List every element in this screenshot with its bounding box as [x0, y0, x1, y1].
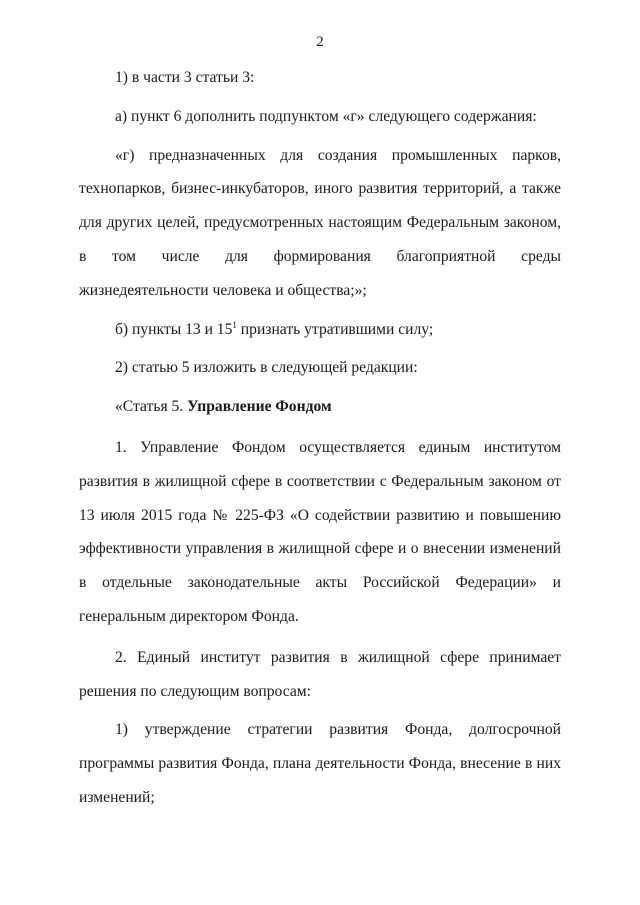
paragraph-strategy-approval: 1) утверждение стратегии развития Фонда, долгосрочной программы развития Фонда, плана деятельности Фонда, внесение в них изменений; [79, 721, 561, 806]
article5-label: «Статья 5. [115, 398, 188, 416]
paragraph-item6-amendment: а) пункт 6 дополнить подпунктом «г» следующего содержания: [115, 107, 537, 125]
paragraph-fund-management: 1. Управление Фондом осуществляется единым институтом развития в жилищной сфере в соответствии с Федеральным законом от 13 июля 2015 года № 225-ФЗ «О содействии развитию и повышению эффективности управления в жилищной сфере и о внесении изменений в отдельные законодательные акты Российской Федерации» и генеральным директором Фонда. [79, 438, 561, 625]
items-13-15-prefix: б) пункты 13 и 15 [115, 320, 233, 338]
article5-title: Управление Фондом [187, 398, 332, 416]
article5-heading [79, 390, 561, 424]
paragraph-subitem-g: «г) предназначенных для создания промышленных парков, технопарков, бизнес-инкубаторов, иного развития территорий, а также для других целей, предусмотренных настоящим Федеральным законом, в том числе для формирования благоприятной среды жизнедеятельности человека и общества;»; [79, 146, 561, 299]
paragraph-part3-article3: 1) в части 3 статьи 3: [115, 69, 255, 86]
superscript-one: 1 [232, 319, 237, 330]
paragraph-decisions: 2. Единый институт развития в жилищной сфере принимает решения по следующим вопросам: [79, 648, 561, 700]
items-13-15-suffix: признать утратившими силу; [236, 320, 434, 338]
document-body [79, 61, 561, 815]
paragraph-article5-revision: 2) статью 5 изложить в следующей редакции: [115, 359, 418, 377]
page-number: 2 [316, 34, 324, 50]
paragraph-items-13-15 [79, 313, 561, 347]
